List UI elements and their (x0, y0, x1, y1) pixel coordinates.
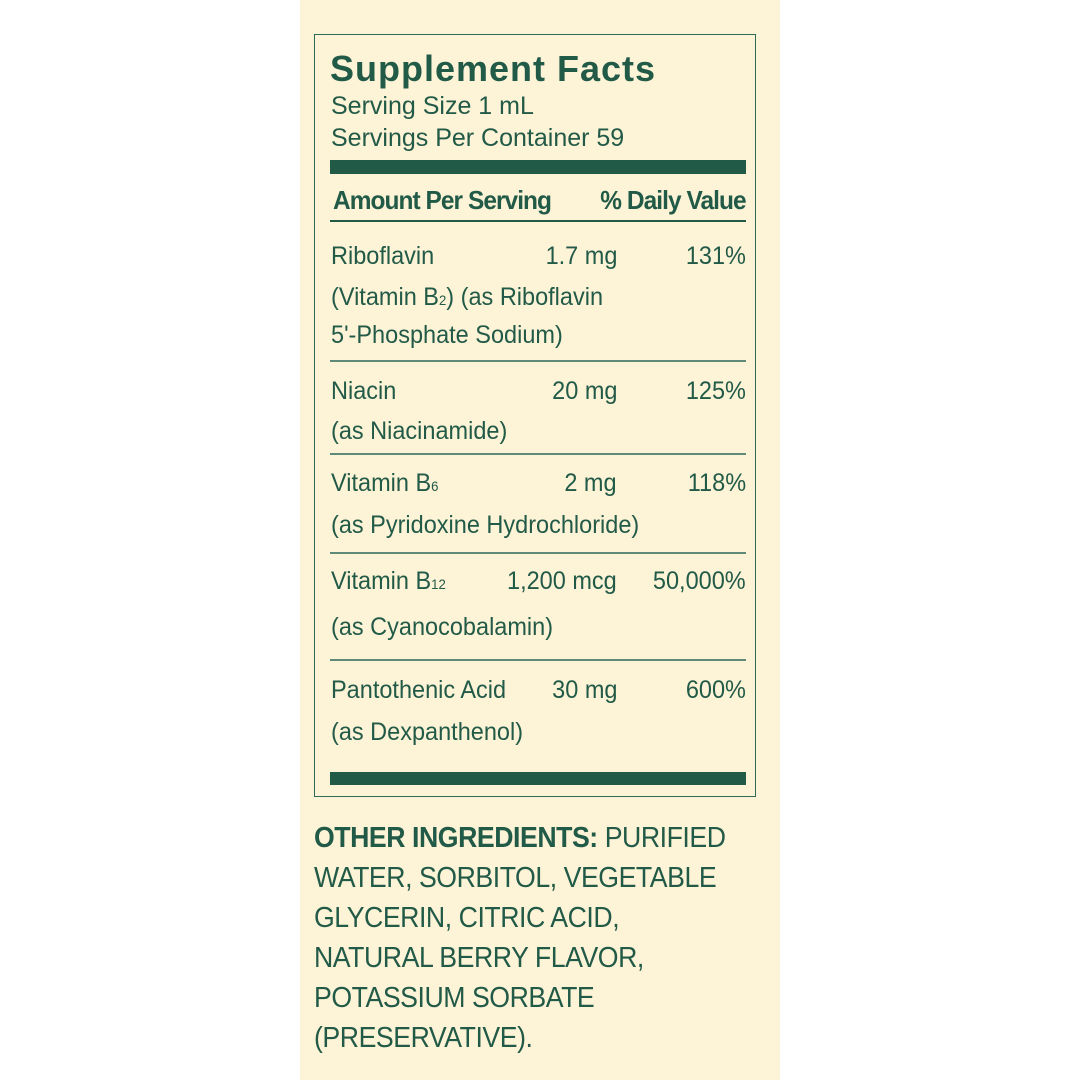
nutrient-detail-2: 5'-Phosphate Sodium) (331, 321, 563, 349)
nutrient-amount: 1,200 mcg (507, 567, 617, 595)
serving-size: Serving Size 1 mL (331, 92, 534, 120)
facts-title: Supplement Facts (330, 48, 657, 89)
nutrient-daily-value: 125% (685, 377, 746, 405)
nutrient-detail: (as Cyanocobalamin) (331, 613, 554, 641)
nutrient-amount: 20 mg (551, 377, 617, 405)
ingredients-label: OTHER INGREDIENTS: (314, 822, 598, 854)
row-divider (330, 659, 746, 661)
nutrient-name: Vitamin B6 (331, 469, 439, 497)
nutrient-detail: (Vitamin B2) (as Riboflavin (331, 283, 604, 311)
nutrient-amount: 30 mg (551, 676, 617, 704)
row-divider (330, 453, 746, 455)
nutrient-daily-value: 50,000% (653, 567, 746, 595)
nutrient-name: Niacin (331, 377, 397, 405)
nutrient-detail: (as Pyridoxine Hydrochloride) (331, 511, 640, 539)
row-divider (330, 552, 746, 554)
nutrient-amount: 1.7 mg (545, 242, 617, 270)
nutrient-daily-value: 131% (685, 242, 746, 270)
servings-per-container: Servings Per Container 59 (331, 124, 625, 152)
nutrient-name: Riboflavin (331, 242, 435, 270)
other-ingredients: OTHER INGREDIENTS: PURIFIED WATER, SORBITOL, VEGETABLE GLYCERIN, CITRIC ACID, NATURAL BERRY FLAVOR, POTASSIUM SORBATE (PRESERVATIVE). (314, 822, 726, 1054)
nutrient-name: Vitamin B12 (331, 567, 446, 595)
nutrient-name: Pantothenic Acid (331, 676, 507, 704)
header-amount-per-serving: Amount Per Serving (333, 185, 552, 215)
header-daily-value: % Daily Value (600, 185, 746, 215)
row-divider (330, 360, 746, 362)
thick-divider-top (330, 160, 746, 174)
nutrient-daily-value: 600% (685, 676, 746, 704)
nutrient-detail: (as Niacinamide) (331, 417, 508, 445)
nutrient-detail: (as Dexpanthenol) (331, 718, 524, 746)
thick-divider-bottom (330, 772, 746, 785)
header-divider (330, 220, 746, 222)
nutrient-amount: 2 mg (564, 469, 617, 497)
nutrient-daily-value: 118% (687, 469, 746, 497)
